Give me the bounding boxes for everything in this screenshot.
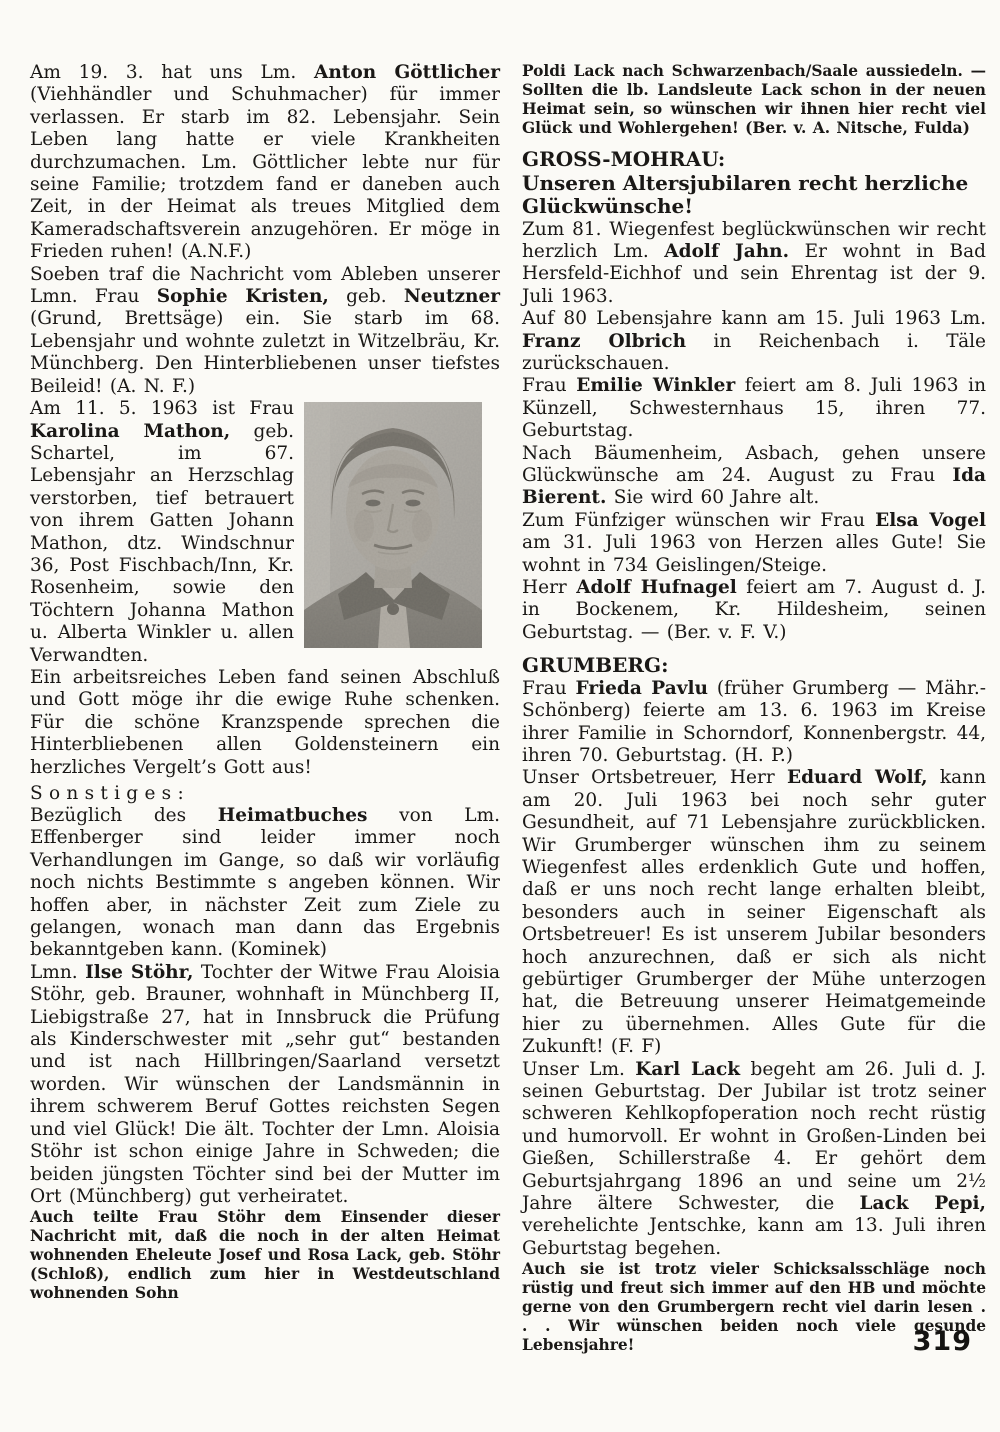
paragraph: [30, 62, 500, 264]
text-run: (Grund, Brettsäge) ein. Sie starb im 68. Lebensjahr und wohnte zuletzt in Witzelbräu, Kr. Münchberg. Den Hinterbliebenen unser tiefstes Beileid! (A. N. F.): [30, 308, 500, 397]
paragraph: [30, 667, 500, 779]
text-run: Zum Fünfziger wünschen wir Frau: [522, 509, 876, 531]
paragraph: [30, 398, 294, 667]
text-run: Frau: [522, 375, 577, 397]
page-number: 319: [912, 1326, 972, 1357]
text-run: Frau: [522, 677, 576, 699]
text-run: Sonstiges:: [30, 783, 190, 804]
section-heading: [522, 654, 986, 678]
emphasized-name: Sophie Kristen,: [156, 286, 329, 308]
portrait-photo: [304, 402, 482, 648]
emphasized-name: GROSS-MOHRAU:: [522, 147, 726, 171]
emphasized-name: Karl Lack: [635, 1058, 741, 1080]
section-heading: [522, 172, 986, 219]
text-run: Auch sie ist trotz vieler Schicksalsschläge noch rüstig und freut sich immer auf den HB und möchte gerne von den Grumbergern recht viel darin lesen . . . Wir wünschen beiden noch viele gesunde Lebensjahre!: [522, 1260, 986, 1355]
emphasized-name: Eduard Wolf,: [786, 767, 928, 789]
text-run: feiert am 8. Juli 1963 in Künzell, Schwesternhaus 15, ihren 77. Geburtstag.: [522, 375, 986, 442]
paragraph: [522, 443, 986, 510]
paragraph: [522, 577, 986, 644]
text-run: Soeben traf die Nachricht vom Ableben unserer Lmn. Frau: [30, 263, 500, 308]
paragraph: [522, 375, 986, 442]
text-run: geb.: [328, 286, 404, 308]
emphasized-name: Heimatbuches: [217, 805, 368, 826]
text-run: geb. Schartel, im 67. Lebensjahr an Herzschlag verstorben, tief betrauert von ihrem Gatten Johann Mathon, dtz. Windschnur 36, Post Fischbach/Inn, Kr. Rosenheim, sowie den Töchtern Johanna Mathon u. Alberta Winkler u. allen Verwandten.: [30, 420, 294, 666]
emphasized-name: Emilie Winkler: [576, 375, 736, 397]
text-run: kann am 20. Juli 1963 bei noch sehr guter Gesundheit, auf 71 Lebensjahre zurückblicken. Wir Grumberger wünschen ihm zu seinem Wiegenfest alles erdenklich Gute und hoffen, daß er uns noch recht lange erhalten bleibt, besonders auch in seiner Eigenschaft als Ortsbetreuer! Es ist unserem Jubilar besonders hoch anzurechnen, daß er sich als nicht gebürtiger Grumberger der Mühe unterzogen hat, die Betreuung unserer Heimatgemeinde hier zu übernehmen. Alles Gute für die Zukunft! (F. F): [522, 767, 986, 1058]
emphasized-name: Franz Olbrich: [522, 330, 687, 352]
paragraph: [522, 678, 986, 768]
text-run: Auf 80 Lebensjahre kann am 15. Juli 1963 Lm.: [522, 308, 986, 330]
text-run: Lmn.: [30, 961, 86, 983]
text-run: begeht am 26. Juli d. J. seinen Geburtstag. Der Jubilar ist trotz seiner schweren Kehlkopfoperation noch recht rüstig und humorvoll. Er wohnt in Großen-Linden bei Gießen, Schillerstraße 4. Er gehört dem Geburtsjahrgang 1896 an und seine um 2½ Jahre ältere Schwester, die: [522, 1058, 987, 1215]
text-run: Er wohnt in Bad Hersfeld-Eichhof und sein Ehrentag ist der 9. Juli 1963.: [522, 240, 987, 307]
text-run: in Reichenbach i. Täle zurückschauen.: [522, 330, 987, 374]
paragraph: [522, 308, 986, 375]
text-run: Herr: [522, 577, 577, 598]
section-heading: [522, 148, 986, 172]
emphasized-name: Unseren Altersjubilaren recht herzliche Glückwünsche!: [522, 170, 969, 218]
paragraph: [522, 767, 986, 1058]
emphasized-name: Elsa Vogel: [875, 509, 987, 531]
column-right: [522, 62, 986, 1355]
text-run: Unser Lm.: [522, 1058, 636, 1080]
paragraph: [522, 510, 986, 577]
emphasized-name: Adolf Hufnagel: [576, 577, 737, 598]
text-run: Ein arbeitsreiches Leben fand seinen Abschluß und Gott möge ihr die ewige Ruhe schenken. Für die schöne Kranzspende sprechen die Hinterbliebenen allen Goldensteinern ein herzliches Vergelt’s Gott aus!: [30, 666, 500, 778]
paragraph: [30, 264, 500, 398]
emphasized-name: GRUMBERG:: [522, 653, 669, 678]
fine-print-paragraph: [522, 62, 986, 138]
text-run: Am 11. 5. 1963 ist Frau: [30, 398, 294, 420]
column-left: [30, 62, 500, 1303]
emphasized-name: Frieda Pavlu: [575, 677, 708, 699]
text-run: Auch teilte Frau Stöhr dem Einsender dieser Nachricht mit, daß die noch in der alten Heimat wohnenden Eheleute Josef und Rosa Lack, geb. Stöhr (Schloß), endlich zum hier in Westdeutschland wohnenden Sohn: [30, 1208, 500, 1303]
text-run: am 31. Juli 1963 von Herzen alles Gute! Sie wohnt in 734 Geislingen/Steige.: [522, 532, 986, 576]
obituary-with-photo: [30, 398, 500, 667]
text-run: Sie wird 60 Jahre alt.: [606, 487, 820, 509]
fine-print-paragraph: [30, 1208, 500, 1303]
portrait-photo-graphic: [304, 402, 482, 648]
emphasized-name: Neutzner: [403, 286, 500, 308]
text-run: (früher Grumberg — Mähr.-Schönberg) feierte am 13. 6. 1963 im Kreise ihrer Familie in Schorndorf, Konnenbergstr. 44, ihren 70. Geburtstag. (H. P.): [522, 677, 986, 766]
emphasized-name: Adolf Jahn.: [664, 240, 790, 262]
paragraph: [522, 219, 986, 309]
text-run: Zum 81. Wiegenfest beglückwünschen wir recht herzlich Lm.: [522, 218, 986, 262]
emphasized-name: Lack Pepi,: [859, 1193, 986, 1215]
text-run: von Lm. Effenberger sind leider immer noch Verhandlungen im Gange, so daß wir vorläufig noch nichts Bestimmte s angeben können. Wir hoffen aber, in nächster Zeit zum Ziele zu gelangen, wonach man dann das Ergebnis bekanntgeben kann. (Kominek): [30, 805, 500, 961]
emphasized-name: Anton Göttlicher: [314, 62, 500, 83]
emphasized-name: Ida Bierent.: [522, 464, 986, 509]
text-run: Poldi Lack nach Schwarzenbach/Saale aussiedeln. — Sollten die lb. Landsleute Lack schon in der neuen Heimat sein, so wünschen wir ihnen hier recht viel Glück und Wohlergehen! (Ber. v. A. Nitsche, Fulda): [522, 62, 986, 137]
paragraph: [30, 805, 500, 962]
text-run: Am 19. 3. hat uns Lm.: [30, 62, 314, 83]
text-run: feiert am 7. August d. J. in Bockenem, Kr. Hildesheim, seinen Geburtstag. — (Ber. v. F. V.): [522, 577, 986, 643]
text-run: Bezüglich des: [30, 805, 218, 826]
text-run: Unser Ortsbetreuer, Herr: [522, 767, 787, 789]
paragraph: [522, 1059, 986, 1261]
text-run: verehelichte Jentschke, kann am 13. Juli ihren Geburtstag begehen.: [522, 1215, 986, 1259]
subsection-heading: [30, 782, 500, 805]
paragraph: [30, 962, 500, 1208]
text-run: Tochter der Witwe Frau Aloisia Stöhr, geb. Brauner, wohnhaft in Münchberg II, Liebigstraße 27, hat in Innsbruck die Prüfung als Kinderschwester mit „sehr gut“ bestanden und ist nach Hillbringen/Saarland versetzt worden. Wir wünschen der Landsmännin in ihrem schwerem Beruf Gottes reichsten Segen und viel Glück! Die ält. Tochter der Lmn. Aloisia Stöhr ist schon einige Jahre in Schweden; die beiden jüngsten Töchter sind bei der Mutter im Ort (Münchberg) gut verheiratet.: [30, 961, 500, 1207]
text-run: Nach Bäumenheim, Asbach, gehen unsere Glückwünsche am 24. August zu Frau: [522, 442, 986, 486]
emphasized-name: Karolina Mathon,: [30, 420, 231, 442]
text-run: (Viehhändler und Schuhmacher) für immer verlassen. Er starb im 82. Lebensjahr. Sein Leben lang hatte er viele Krankheiten durchzumachen. Lm. Göttlicher lebte nur für seine Familie; trotzdem fand er daneben auch Zeit, in der Heimat als treues Mitglied dem Kameradschaftsverein anzugehören. Er möge in Frieden ruhen! (A.N.F.): [30, 84, 500, 263]
emphasized-name: Ilse Stöhr,: [85, 961, 194, 983]
